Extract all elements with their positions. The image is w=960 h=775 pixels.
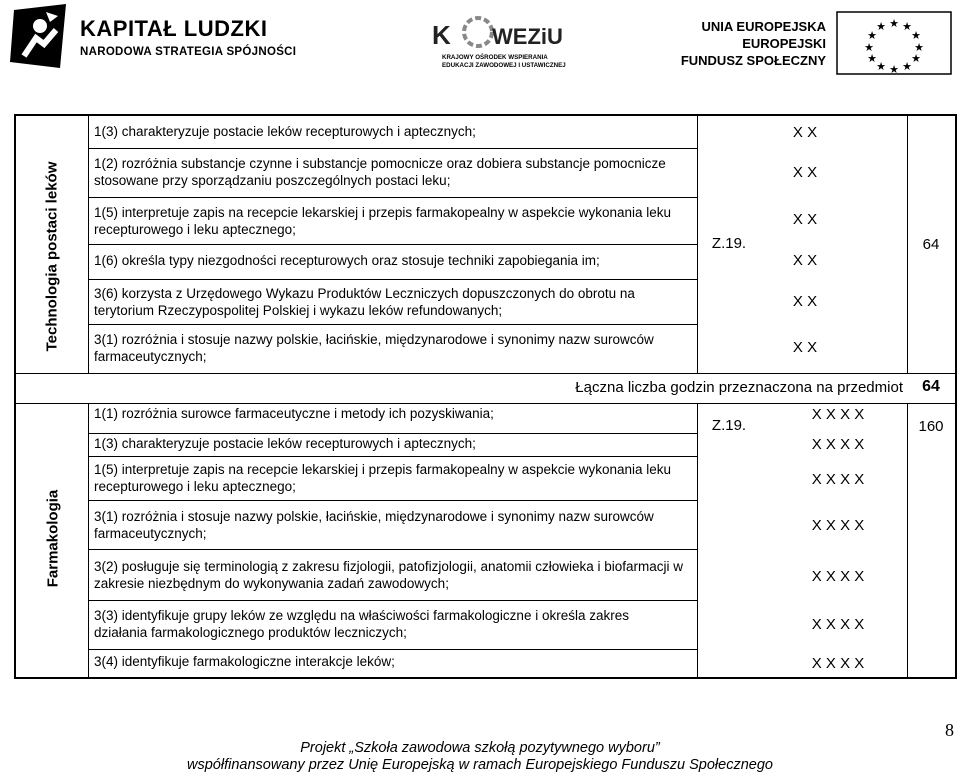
svg-text:★: ★ <box>911 29 921 42</box>
s1-hours: 64 <box>922 236 940 253</box>
s2-row1-text: 1(1) rozróżnia surowce farmaceutyczne i metody ich pozyskiwania; <box>94 406 494 421</box>
svg-text:★: ★ <box>864 41 874 54</box>
s2-row2-text: 1(3) charakteryzuje postacie leków recepturowych i aptecznych; <box>94 436 476 451</box>
s2-row4-text: 3(1) rozróżnia i stosuje nazwy polskie, łacińskie, międzynarodowe i synonimy nazw surowców farmaceutycznych; <box>94 509 654 541</box>
svg-text:★: ★ <box>876 60 886 73</box>
s2-row5-text: 3(2) posługuje się terminologią z zakresu fizjologii, patofizjologii, anatomii człowieka i biofarmacji w zakresie niezbędnym do wykonywania zadań zawodowych; <box>94 559 684 591</box>
koweziu-line2: EDUKACJI ZAWODOWEJ I USTAWICZNEJ <box>442 62 566 69</box>
svg-text:★: ★ <box>867 52 877 65</box>
eu-line3: FUNDUSZ SPOŁECZNY <box>680 53 826 68</box>
s1-row2-marks: X X <box>792 164 818 181</box>
kapital-ludzki-title: KAPITAŁ LUDZKI <box>80 16 268 41</box>
svg-text:★: ★ <box>889 17 899 30</box>
s2-row7-marks: X X X X <box>811 655 865 672</box>
footer-line1: Projekt „Szkoła zawodowa szkołą pozytywnego wyboru” <box>300 740 660 756</box>
svg-text:WEZiU: WEZiU <box>492 24 563 49</box>
koweziu-logo <box>428 10 566 72</box>
kapital-ludzki-subtitle: NARODOWA STRATEGIA SPÓJNOŚCI <box>80 46 297 58</box>
svg-text:★: ★ <box>876 20 886 33</box>
s2-row5-marks: X X X X <box>811 568 865 585</box>
eu-logo <box>680 8 956 78</box>
s1-row1-marks: X X <box>792 124 818 141</box>
s2-row1-marks: X X X X <box>811 406 865 423</box>
section2-title: Farmakologia <box>44 489 62 588</box>
footer-line2: współfinansowany przez Unię Europejską w ramach Europejskiego Funduszu Społecznego <box>187 757 773 773</box>
s1-row3-text: 1(5) interpretuje zapis na recepcie lekarskiej i przepis farmakopealny w aspekcie wykonania leku recepturowego i leku aptecznego; <box>94 205 672 237</box>
s2-hours: 160 <box>918 418 944 435</box>
svg-text:★: ★ <box>867 29 877 42</box>
svg-text:★: ★ <box>911 52 921 65</box>
s1-code: Z.19. <box>711 235 747 252</box>
s1-row5-text: 3(6) korzysta z Urzędowego Wykazu Produktów Leczniczych dopuszczonych do obrotu na terytorium Rzeczypospolitej Polskiej i wykazu leków refundowanych; <box>94 286 635 318</box>
eu-line2: EUROPEJSKI <box>742 36 826 51</box>
s1-row4-marks: X X <box>792 252 818 269</box>
s1-row6-marks: X X <box>792 339 818 356</box>
total-value: 64 <box>922 378 940 395</box>
koweziu-wordmark-icon <box>428 10 563 54</box>
s2-row6-text: 3(3) identyfikuje grupy leków ze względu na właściwości farmakologiczne i określa zakres działania farmakologicznego produktów leczniczych; <box>94 608 629 640</box>
s2-row3-marks: X X X X <box>811 471 865 488</box>
kapital-ludzki-emblem-icon <box>10 4 68 70</box>
svg-text:★: ★ <box>914 41 924 54</box>
s1-row5-marks: X X <box>792 293 818 310</box>
eu-flag-icon <box>836 11 952 75</box>
svg-text:★: ★ <box>902 60 912 73</box>
s2-row4-marks: X X X X <box>811 517 865 534</box>
s1-row6-text: 3(1) rozróżnia i stosuje nazwy polskie, łacińskie, międzynarodowe i synonimy nazw surowców farmaceutycznych; <box>94 332 654 364</box>
page-number: 8 <box>945 720 954 740</box>
svg-text:K: K <box>432 20 451 50</box>
svg-text:★: ★ <box>902 20 912 33</box>
s2-code: Z.19. <box>711 417 747 434</box>
s1-row4-text: 1(6) określa typy niezgodności recepturowych oraz stosuje techniki zapobiegania im; <box>94 253 600 268</box>
s1-row3-marks: X X <box>792 211 818 228</box>
s2-row2-marks: X X X X <box>811 436 865 453</box>
eu-text <box>681 18 826 69</box>
s1-row2-text: 1(2) rozróżnia substancje czynne i substancje pomocnicze oraz dobiera substancje pomocnicze stosowane przy sporządzaniu poszczególnych postaci leku; <box>94 156 666 188</box>
kapital-ludzki-logo <box>8 2 297 82</box>
svg-text:★: ★ <box>889 63 899 76</box>
s2-row7-text: 3(4) identyfikuje farmakologiczne interakcje leków; <box>94 654 395 669</box>
eu-line1: UNIA EUROPEJSKA <box>701 19 826 34</box>
s2-row3-text: 1(5) interpretuje zapis na recepcie lekarskiej i przepis farmakopealny w aspekcie wykonania leku recepturowego i leku aptecznego; <box>94 462 672 494</box>
section1-title: Technologia postaci leków <box>43 161 61 352</box>
s2-row6-marks: X X X X <box>811 616 865 633</box>
s1-row1-text: 1(3) charakteryzuje postacie leków recepturowych i aptecznych; <box>94 124 476 139</box>
koweziu-line1: KRAJOWY OŚRODEK WSPIERANIA <box>442 54 548 61</box>
total-label: Łączna liczba godzin przeznaczona na przedmiot <box>575 379 903 396</box>
